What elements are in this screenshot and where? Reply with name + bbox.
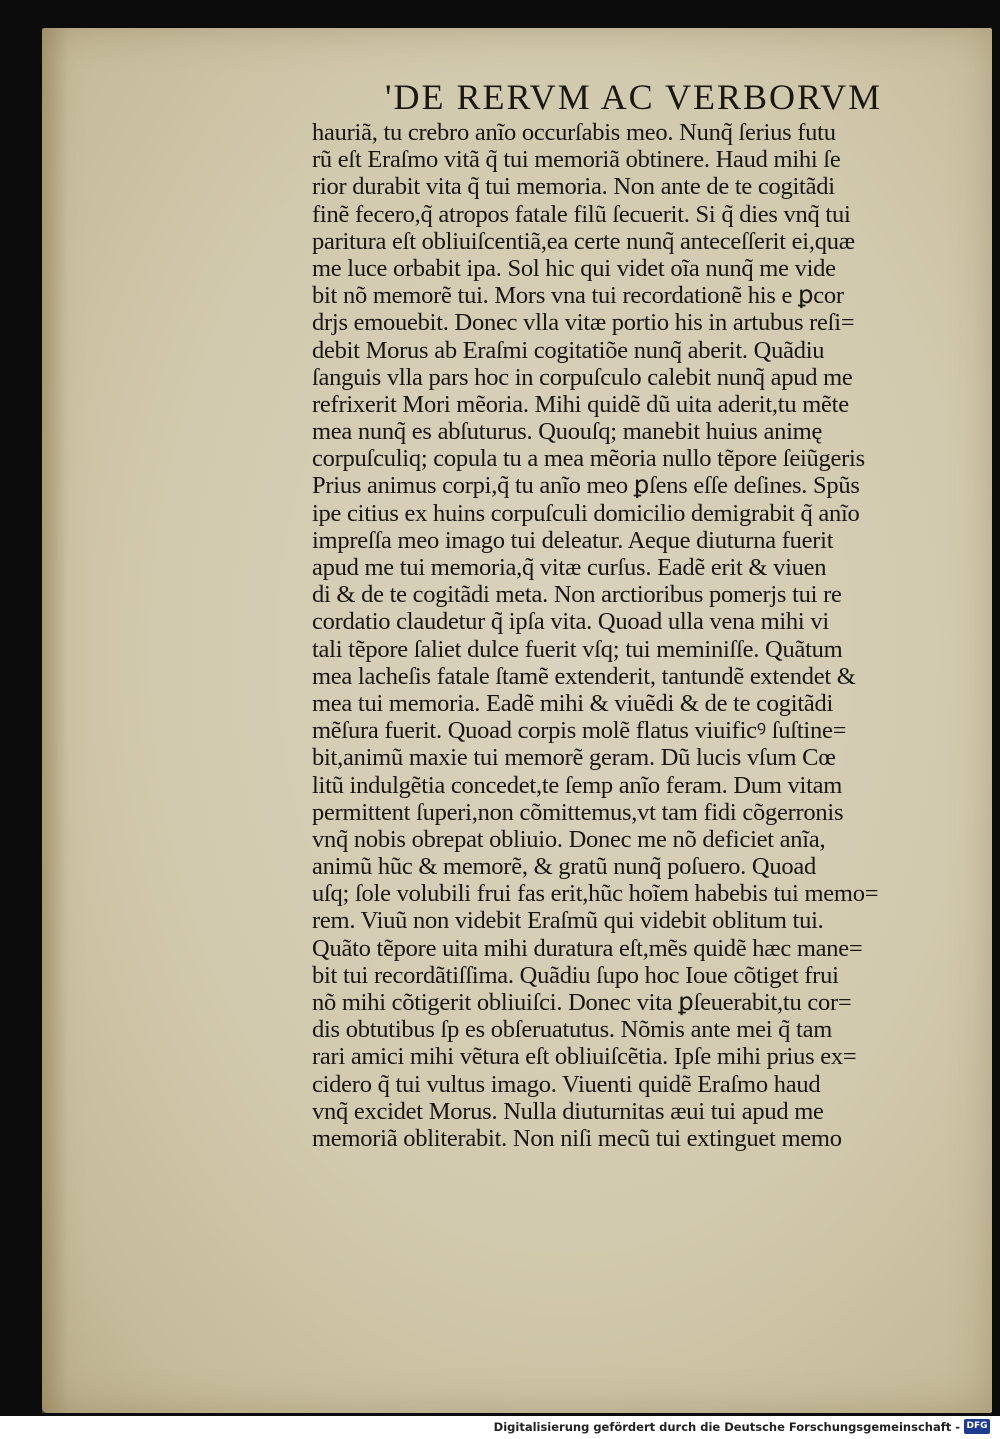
text-line: permittent ſuperi,non cõmittemus,vt tam fidi cõgerronis — [312, 798, 844, 826]
text-line: litũ indulgẽtia concedet,te ſemp anĩo feram. Dum vitam — [312, 771, 843, 799]
text-line: bit tui recordãtiſſima. Quãdiu ſupo hoc Ioue cõtiget frui — [312, 961, 839, 989]
text-line: drjs emouebit. Donec vlla vitæ portio his in artubus reſi= — [312, 309, 855, 337]
text-line: mea nunq̃ es abſuturus. Quouſq; manebit huius animę — [312, 418, 823, 446]
text-line: ſanguis vlla pars hoc in corpuſculo calebit nunq̃ apud me — [312, 363, 853, 391]
text-line: hauriã, tu crebro anĩo occurſabis meo. Nunq̃ ſerius futu — [312, 119, 836, 146]
text-line: paritura eſt obliuiſcentiã,ea certe nunq̃ anteceſſerit ei,quæ — [312, 227, 855, 255]
text-line: di & de te cogitãdi meta. Non arctioribus pomerjs tui re — [312, 581, 842, 609]
text-line: cordatio claudetur q̃ ipſa vita. Quoad ulla vena mihi vi — [312, 608, 829, 636]
text-line: refrixerit Mori mẽoria. Mihi quidẽ dũ uita aderit,tu mẽte — [312, 390, 849, 418]
text-line: vnq̃ nobis obrepat obliuio. Donec me nõ deficiet anĩa, — [312, 825, 826, 853]
text-line: memoriã obliterabit. Non niſi mecũ tui extinguet memo — [312, 1124, 842, 1152]
text-line: tali tẽpore ſaliet dulce fuerit vſq; tui meminiſſe. Quãtum — [312, 635, 843, 663]
text-line: rũ eſt Eraſmo vitã q̃ tui memoriã obtinere. Haud mihi ſe — [312, 146, 841, 174]
running-head: 'DE RERVM AC VERBORVM — [385, 77, 883, 117]
text-line: vnq̃ excidet Morus. Nulla diuturnitas æui tui apud me — [312, 1097, 824, 1125]
text-line: rior durabit vita q̃ tui memoria. Non ante de te cogitãdi — [312, 173, 835, 201]
text-line: animũ hũc & memorẽ, & gratũ nunq̃ poſuero. Quoad — [312, 853, 816, 881]
text-line: Prius animus corpi,q̃ tu anĩo meo ꝑſens eſſe deſines. Spũs — [312, 472, 860, 500]
text-line: bit,animũ maxie tui memorẽ geram. Dũ lucis vſum Cœ — [312, 744, 836, 772]
text-line: rari amici mihi vẽtura eſt obliuiſcẽtia. Ipſe mihi prius ex= — [312, 1043, 857, 1071]
text-line: mẽſura fuerit. Quoad corpis molẽ flatus viuificꝰ ſuſtine= — [312, 717, 847, 745]
text-line: mea lacheſis fatale ſtamẽ extenderit, tantundẽ extendet & — [312, 662, 856, 690]
page-edge — [42, 28, 68, 1413]
text-line: bit nõ memorẽ tui. Mors vna tui recordationẽ his e ꝑcor — [312, 282, 844, 310]
body-text — [312, 119, 940, 1152]
text-line: debit Morus ab Eraſmi cogitatiõe nunq̃ aberit. Quãdiu — [312, 336, 825, 364]
text-line: uſq; ſole volubili frui fas erit,hũc hoĩem habebis tui memo= — [312, 880, 879, 908]
text-line: finẽ fecero,q̃ atropos fatale filũ ſecuerit. Si q̃ dies vnq̃ tui — [312, 200, 851, 228]
text-line: corpuſculiq; copula tu a mea mẽoria nullo tẽpore ſeiũgeris — [312, 445, 865, 473]
text-line: apud me tui memoria,q̃ vitæ curſus. Eadẽ erit & viuen — [312, 554, 827, 581]
text-line: cidero q̃ tui vultus imago. Viuenti quidẽ Eraſmo haud — [312, 1070, 821, 1098]
text-line: me luce orbabit ipa. Sol hic qui videt oĩa nunq̃ me vide — [312, 254, 836, 282]
funding-credit: Digitalisierung gefördert durch die Deutsche Forschungsgemeinschaft - — [493, 1420, 960, 1434]
text-line: nõ mihi cõtigerit obliuiſci. Donec vita ꝑſeuerabit,tu cor= — [312, 989, 852, 1016]
text-line: rem. Viuũ non videbit Eraſmũ qui videbit oblitum tui. — [312, 907, 824, 935]
text-line: Quãto tẽpore uita mihi duratura eſt,mẽs quidẽ hæc mane= — [312, 934, 863, 962]
text-line: dis obtutibus ſp es obſeruatutus. Nõmis ante mei q̃ tam — [312, 1016, 832, 1044]
text-line: ipe citius ex huins corpuſculi domicilio demigrabit q̃ anĩo — [312, 499, 860, 527]
text-line: mea tui memoria. Eadẽ mihi & viuẽdi & de te cogitãdi — [312, 689, 834, 717]
footer-bar — [0, 1416, 1000, 1439]
text-line: impreſſa meo imago tui deleatur. Aeque diuturna fuerit — [312, 526, 834, 554]
dfg-logo: DFG — [964, 1419, 990, 1434]
